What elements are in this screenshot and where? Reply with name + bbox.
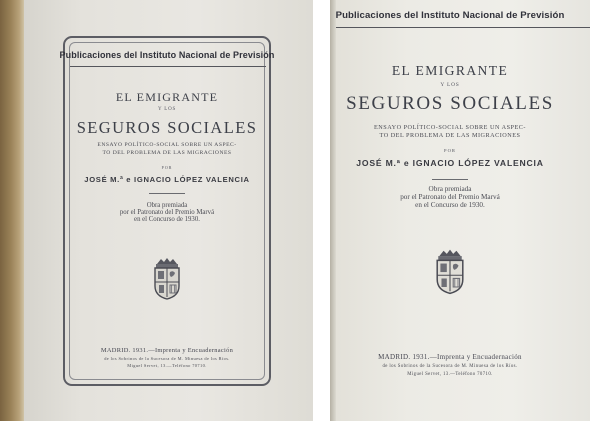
series-title: Publicaciones del Instituto Nacional de Previsión xyxy=(59,50,275,60)
book-spine xyxy=(0,0,24,421)
title-conjunction: Y LOS xyxy=(157,107,177,112)
header-rule xyxy=(336,27,590,28)
author-name: JOSÉ M.ª e IGNACIO LÓPEZ VALENCIA xyxy=(84,175,250,184)
imprint-line-2: de los Sobrinos de la Sucesora de M. Minuesa de los Ríos. xyxy=(382,364,518,369)
coat-of-arms-icon xyxy=(434,247,466,295)
award-line-1: Obra premiada xyxy=(146,202,188,209)
author-rule xyxy=(432,179,468,180)
coat-of-arms-icon xyxy=(152,256,182,300)
award-line-2: por el Patronato del Premio Marvá xyxy=(400,193,500,201)
page-edge xyxy=(330,0,336,421)
subtitle-line-2: TO DEL PROBLEMA DE LAS MIGRACIONES xyxy=(379,132,521,139)
header-rule xyxy=(70,66,266,67)
award-line-3: en el Concurso de 1930. xyxy=(134,216,200,223)
subtitle-line-1: ENSAYO POLÍTICO-SOCIAL SOBRE UN ASPEC- xyxy=(97,142,237,148)
title-page-photo xyxy=(330,0,590,421)
title-line-2: SEGUROS SOCIALES xyxy=(76,118,258,137)
title-line-1: EL EMIGRANTE xyxy=(115,90,219,104)
author-name: JOSÉ M.ª e IGNACIO LÓPEZ VALENCIA xyxy=(356,158,544,168)
award-line-3: en el Concurso de 1930. xyxy=(415,201,485,209)
by-label: POR xyxy=(161,165,173,170)
subtitle-line-1: ENSAYO POLÍTICO-SOCIAL SOBRE UN ASPEC- xyxy=(374,124,526,131)
imprint-line-1: MADRID. 1931.—Imprenta y Encuadernación xyxy=(100,347,234,354)
subtitle-line-2: TO DEL PROBLEMA DE LAS MIGRACIONES xyxy=(102,150,232,156)
title-line-1: EL EMIGRANTE xyxy=(391,63,509,78)
by-label: POR xyxy=(444,148,456,153)
imprint-line-3: Miguel Servet, 13.—Teléfono 70710. xyxy=(407,372,493,377)
title-line-2: SEGUROS SOCIALES xyxy=(346,93,554,114)
award-line-2: por el Patronato del Premio Marvá xyxy=(119,209,215,216)
series-title: Publicaciones del Instituto Nacional de Previsión xyxy=(335,10,565,21)
imprint-line-1: MADRID. 1931.—Imprenta y Encuadernación xyxy=(378,353,522,361)
award-line-1: Obra premiada xyxy=(428,185,472,193)
title-conjunction: Y LOS xyxy=(440,82,460,88)
imprint-line-3: Miguel Servet, 13.—Teléfono 70710. xyxy=(127,363,207,368)
author-rule xyxy=(149,193,185,194)
imprint-line-2: de los Sobrinos de la Sucesora de M. Minuesa de los Ríos. xyxy=(104,356,230,361)
